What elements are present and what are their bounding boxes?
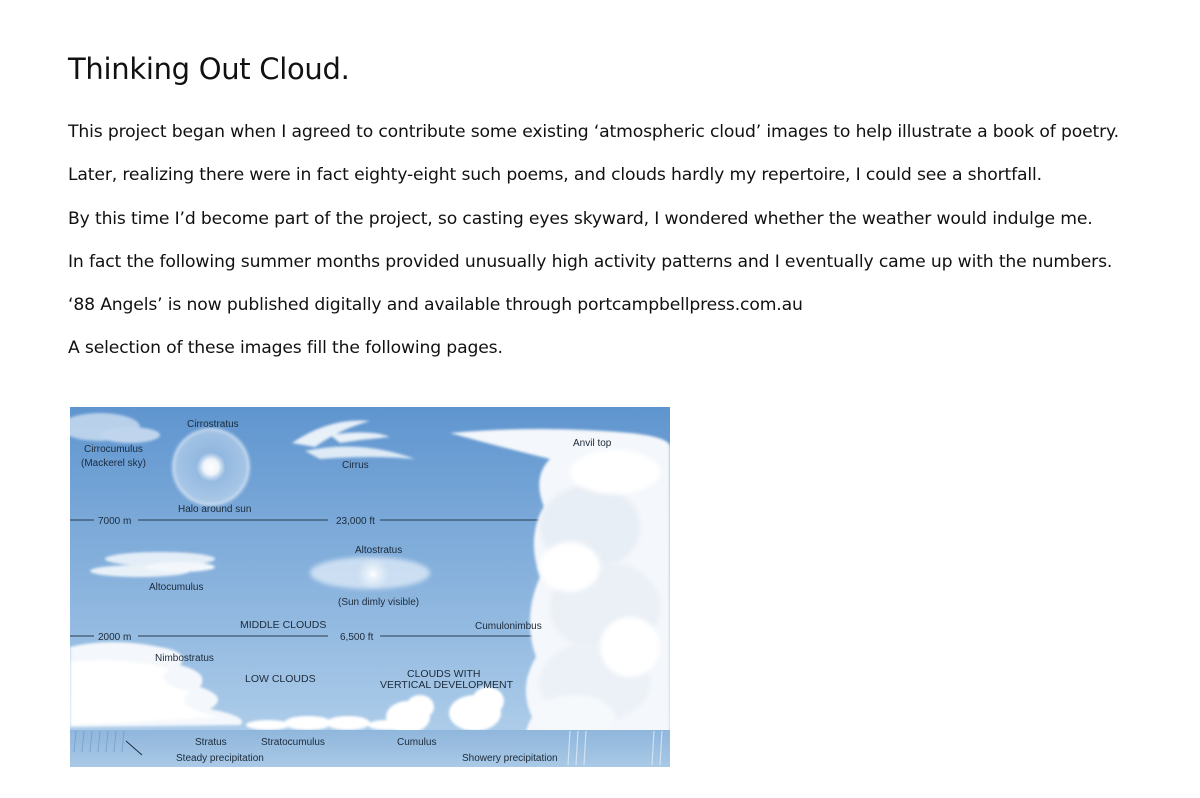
label-altitude-2000m: 2000 m — [98, 632, 132, 643]
label-altocumulus: Altocumulus — [149, 582, 204, 593]
paragraph-skyward: By this time I’d become part of the project, so casting eyes skyward, I wondered whether the weather would indulge me. — [68, 209, 1093, 229]
label-low-clouds: LOW CLOUDS — [245, 673, 316, 685]
label-cirrocumulus: Cirrocumulus — [84, 444, 143, 455]
label-altitude-7000m: 7000 m — [98, 516, 132, 527]
paragraph-intro: This project began when I agreed to contribute some existing ‘atmospheric cloud’ images to help illustrate a book of poetry. — [68, 122, 1119, 142]
label-mackerel-sky: (Mackerel sky) — [81, 458, 147, 469]
label-stratocumulus: Stratocumulus — [261, 737, 325, 748]
paragraph-summer: In fact the following summer months provided unusually high activity patterns and I eventually came up with the numbers. — [68, 252, 1113, 272]
label-nimbostratus: Nimbostratus — [155, 653, 214, 664]
label-cirrus: Cirrus — [342, 460, 369, 471]
label-sun-dimly-visible: (Sun dimly visible) — [338, 597, 420, 608]
paragraph-selection: A selection of these images fill the following pages. — [68, 338, 503, 358]
label-stratus: Stratus — [195, 737, 227, 748]
cloud-types-diagram — [70, 407, 670, 767]
sun-halo — [169, 425, 253, 509]
label-altostratus: Altostratus — [355, 545, 403, 556]
label-vertical-development: VERTICAL DEVELOPMENT — [380, 679, 514, 691]
label-clouds-with: CLOUDS WITH — [407, 668, 481, 680]
ground-strip — [70, 730, 670, 767]
label-altitude-6500ft: 6,500 ft — [340, 632, 374, 643]
label-halo-around-sun: Halo around sun — [178, 504, 252, 515]
paragraph-published: ‘88 Angels’ is now published digitally and available through portcampbellpress.com.au — [68, 295, 803, 315]
dim-sun — [357, 558, 389, 590]
label-middle-clouds: MIDDLE CLOUDS — [240, 619, 327, 631]
page-title: Thinking Out Cloud. — [68, 52, 350, 86]
label-cumulonimbus: Cumulonimbus — [475, 621, 542, 632]
label-steady-precipitation: Steady precipitation — [176, 753, 264, 764]
paragraph-shortfall: Later, realizing there were in fact eighty-eight such poems, and clouds hardly my repertoire, I could see a shortfall. — [68, 165, 1042, 185]
label-showery-precipitation: Showery precipitation — [462, 753, 558, 764]
label-altitude-23000ft: 23,000 ft — [336, 516, 375, 527]
label-cumulus: Cumulus — [397, 737, 437, 748]
label-anvil-top: Anvil top — [573, 438, 612, 449]
label-cirrostratus: Cirrostratus — [187, 419, 239, 430]
